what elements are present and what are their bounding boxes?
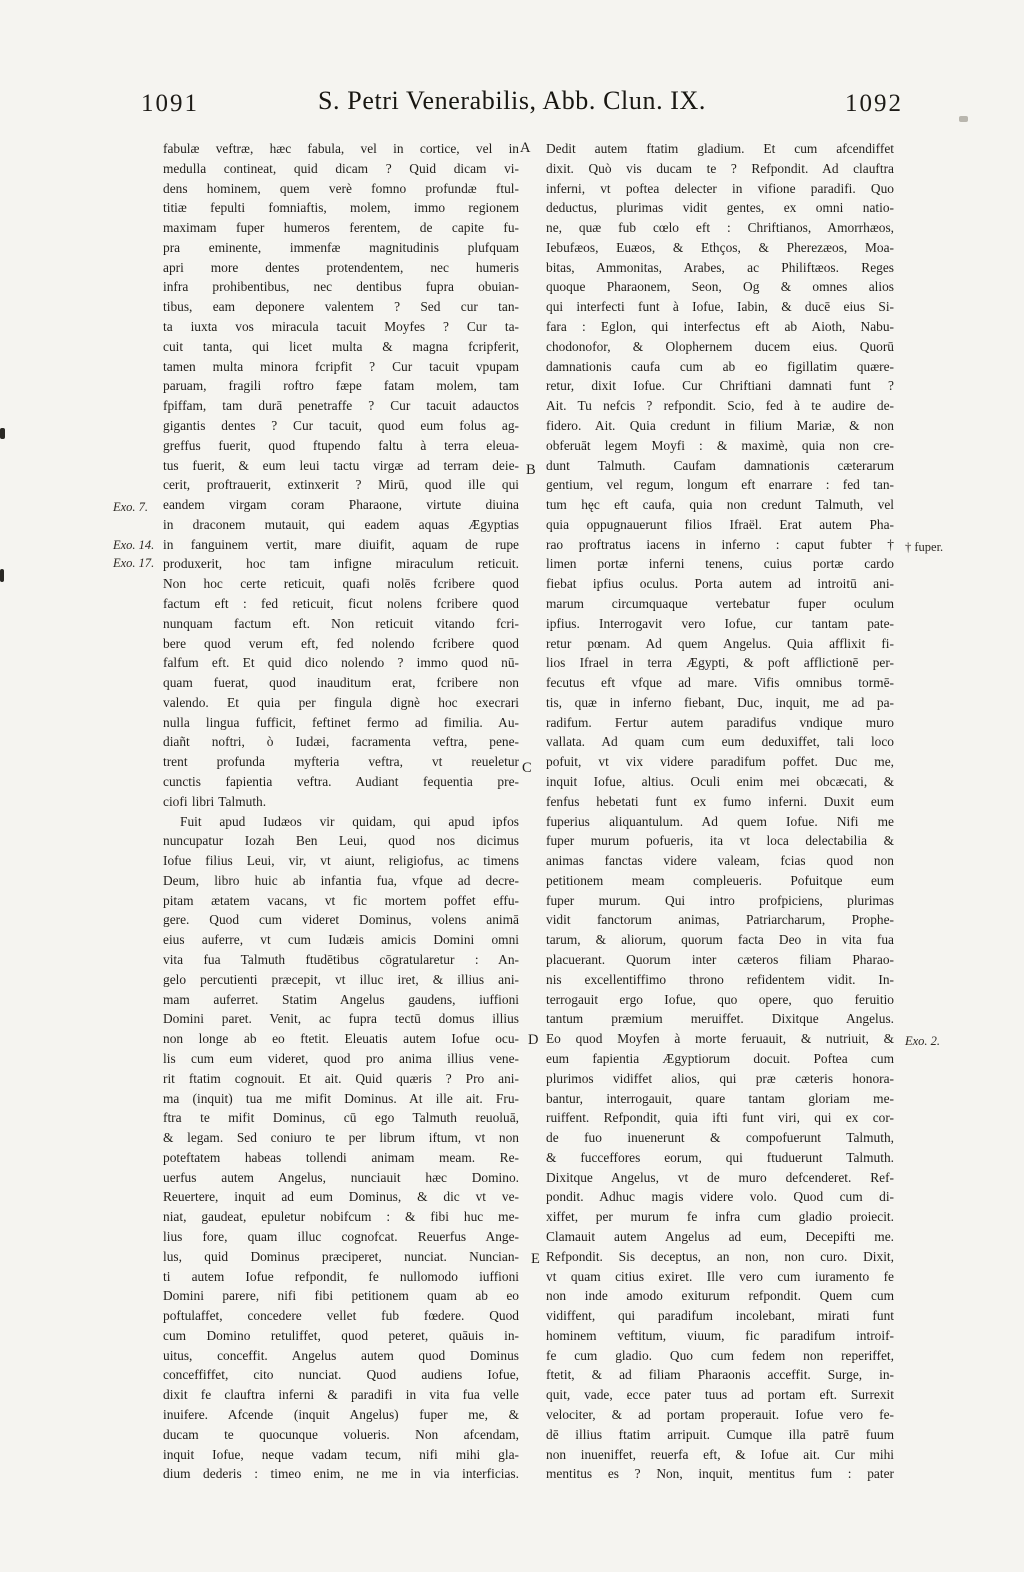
text-line: tis, quæ in inferno fiebant, Duc, inquit, me ad pa-	[546, 694, 894, 710]
text-line: quit, vade, ecce pater tuus ad portam eft. Surrexit	[546, 1387, 894, 1403]
text-line: maximam fuper humeros ferentem, de capite fu-	[163, 220, 519, 236]
text-line: radifum. Fertur autem paradifus vndique muro	[546, 714, 894, 730]
text-line: trent profunda myfteria veftra, vt reueletur	[163, 754, 519, 770]
text-line: vallata. Ad quam cum eum deduxiffet, tali loco	[546, 734, 894, 750]
text-line: animas fanctas videre valeam, fcias quod non	[546, 853, 894, 869]
scan-speck	[0, 569, 4, 582]
text-line: uitus, conceffit. Angelus autem quod Dominus	[163, 1347, 519, 1363]
text-line: dē illius ftatim arripuit. Cumque illa patrē fuum	[546, 1426, 894, 1442]
text-line: Domini paret. Venit, ac fupra tectū domus illius	[163, 1011, 519, 1027]
text-line: placuerant. Quorum inter cæteros filiam Pharao-	[546, 952, 894, 968]
text-line: tamen multa minora fcripfit ? Cur tacuit vpupam	[163, 358, 519, 374]
text-line: titiæ fepulti fomniaftis, molem, immo regionem	[163, 200, 519, 216]
text-line: fecutus eft vfque ad mare. Vifis omnibus tormē-	[546, 675, 894, 691]
text-line: gentium, vel regum, longum eft enarrare : fed tan-	[546, 477, 894, 493]
text-line: Domini parere, nifi fibi petitionem quam ab eo	[163, 1288, 519, 1304]
text-line: dixit. Quò vis ducam te ? Refpondit. Ad clauftra	[546, 160, 894, 176]
text-line: rit ftatim cognouit. Et ait. Quid quæris ? Pro ani-	[163, 1070, 519, 1086]
text-line: plurimos vidiffet alios, qui præ cæteris honora-	[546, 1070, 894, 1086]
text-line: & fucceffores eorum, qui ftuduerunt Talmuth.	[546, 1149, 894, 1165]
text-line: vidiffent, qui paradifum incolebant, mirati funt	[546, 1308, 894, 1324]
page-title: S. Petri Venerabilis, Abb. Clun. IX.	[318, 86, 706, 115]
text-line: dunt Talmuth. Caufam damnationis cæterarum	[546, 457, 894, 473]
text-line: eius auferre, vt cum Iudæis amicis Domini omni	[163, 932, 519, 948]
text-line: ma (inquit) tua me mifit Dominus. At ille ait. Fru-	[163, 1090, 519, 1106]
text-line: valendo. Et quia per fingula dignè hoc execrari	[163, 694, 519, 710]
text-line: in draconem mutauit, qui eadem aquas Ægyptias	[163, 516, 519, 532]
text-line: xiffet, per murum fe infra cum gladio proiecit.	[546, 1209, 894, 1225]
margin-note-dagger-fuper: † fuper.	[905, 540, 944, 554]
margin-note-exo-14: Exo. 14.	[113, 538, 155, 552]
text-line: mentitus es ? Non, inquit, mentitus fum : pater	[546, 1466, 894, 1482]
text-line: diañt noftri, ò Iudæi, facramenta veftra, pene-	[163, 734, 519, 750]
section-letter-e: E	[531, 1251, 540, 1267]
text-line: uerfus autem Angelus, nunciauit hæc Domino.	[163, 1169, 519, 1185]
text-line: gere. Quod cum videret Dominus, volens animā	[163, 912, 519, 928]
text-line: ipfius. Interrogavit vero Iofue, cur tantam pate-	[546, 615, 894, 631]
text-line: ruiffent. Refpondit, quia ifti funt viri, qui ex cor-	[546, 1110, 894, 1126]
text-line: inferni, vt poftea delecter in vifione paradifi. Quo	[546, 180, 894, 196]
text-line: vidit fanctorum animas, Patriarcharum, Prophe-	[546, 912, 894, 928]
text-line: quia oppugnauerunt filios Ifraël. Erat autem Pha-	[546, 516, 894, 532]
section-letter-b: B	[526, 462, 536, 478]
margin-note-exo-2: Exo. 2.	[905, 1034, 941, 1048]
text-line: vita fua Talmuth ftudētibus cōgratularetur : An-	[163, 952, 519, 968]
text-line: non inueniffet, reuerfa eft, & Iofue ait. Cur mihi	[546, 1446, 894, 1462]
text-line: rao proftratus iacens in inferno : caput fubter †	[546, 536, 894, 552]
text-line: ne, quæ fub cœlo eft : Chriftianos, Amorrhæos,	[546, 220, 894, 236]
text-line: poteftatem habeas tollendi animam meam. Re-	[163, 1149, 519, 1165]
text-line: tus fuerit, & eum leui tactu virgæ ad terram deie-	[163, 457, 519, 473]
text-column-1091	[163, 139, 519, 1484]
text-line: terrogauit ergo Iofue, quo opere, quo feruitio	[546, 991, 894, 1007]
text-line: non longe ab eo ftetit. Eleuatis autem Iofue ocu-	[163, 1031, 519, 1047]
text-line: de fuo inuenerunt & compofuerunt Talmuth,	[546, 1130, 894, 1146]
text-line: fara : Eglon, qui interfectus eft ab Aioth, Nabu-	[546, 319, 894, 335]
text-line: vt quam citius exiret. Ille vero cum iuramento fe	[546, 1268, 894, 1284]
text-line: fenfus hebetati funt ex fumo inferni. Duxit eum	[546, 793, 894, 809]
text-line: in fanguinem vertit, mare diuifit, aquam de rupe	[163, 536, 519, 552]
margin-note-exo-7: Exo. 7.	[113, 500, 149, 514]
text-line: fuperius aliquantulum. Ad quem Iofue. Nifi me	[546, 813, 894, 829]
text-line: damnationis caufa cum ab eo figillatim quære-	[546, 358, 894, 374]
text-line: pra eminente, immenfæ magnitudinis plufquam	[163, 239, 519, 255]
text-line: eum fapientia Ægyptiorum docuit. Poftea cum	[546, 1050, 894, 1066]
text-line: falfum eft. Et quid dico nolendo ? immo quod nū-	[163, 655, 519, 671]
text-line: hominem veftitum, viuum, fic paradifum introif-	[546, 1327, 894, 1343]
text-line: greffus fuerit, quod ftupendo faltu à terra eleua-	[163, 437, 519, 453]
text-line: obferuāt legem Moyfi : & maximè, quia non cre-	[546, 437, 894, 453]
text-line: cum Domino retuliffet, quod peteret, quāuis in-	[163, 1327, 519, 1343]
text-line: nulla lingua fufficit, feftinet fermo ad fimilia. Au-	[163, 714, 519, 730]
text-line: ciofi libri Talmuth.	[163, 793, 267, 809]
text-line: fidero. Ait. Quia credunt in filium Mariæ, & non	[546, 417, 894, 433]
text-line: lius fore, quam illuc cognofcat. Reuerfus Ange-	[163, 1228, 519, 1244]
text-line: marum circumquaque vertebatur fuper oculum	[546, 595, 894, 611]
text-line: Non hoc certe reticuit, quafi nolēs fcribere quod	[163, 576, 519, 592]
text-line: poftulaffet, concedere vellet fub fœdere. Quod	[163, 1308, 519, 1324]
text-line: bitas, Ammonitas, Arabes, ac Philiftæos. Reges	[546, 259, 894, 275]
text-line: fe cum gladio. Quo cum fedem non reperiffet,	[546, 1347, 894, 1363]
scan-speck	[959, 116, 968, 122]
text-line: Deum, libro huic ab infantia fua, vfque ad decre-	[163, 872, 519, 888]
text-line: nis excellentiffimo throno refidentem vidit. In-	[546, 971, 894, 987]
text-line: gelo percutienti præcepit, vt illuc iret, & illius ani-	[163, 971, 519, 987]
text-line: apri more dentes protendentem, nec humeris	[163, 259, 519, 275]
text-line: dens hominem, quem verè fomno profundæ ftul-	[163, 180, 519, 196]
text-line: pondit. Adhuc magis videre volo. Quod cum di-	[546, 1189, 894, 1205]
text-line: retur pœnam. Ad quem Angelus. Quia afflixit fi-	[546, 635, 894, 651]
text-line: eandem virgam coram Pharaone, virtute diuina	[163, 497, 519, 513]
text-line: quam fuerat, quod inauditum erat, fcribere non	[163, 675, 519, 691]
text-line: dium dederis : timeo enim, ne me in via interficias.	[163, 1466, 519, 1482]
text-line: Refpondit. Sis deceptus, an non, non curo. Dixit,	[546, 1248, 894, 1264]
text-line: bere quod verum eft, fed nolendo fcribere quod	[163, 635, 519, 651]
column-number-left: 1091	[141, 90, 199, 117]
text-line: pitam ætatem vacans, vt fic mortem poffet effu-	[163, 892, 519, 908]
text-line: inquit Iofue, neque vadam tecum, nifi mihi gla-	[163, 1446, 519, 1462]
text-line: inquit Iofue, altius. Oculi enim mei obcæcati, &	[546, 774, 894, 789]
margin-note-exo-17: Exo. 17.	[113, 556, 155, 570]
text-line: infra prohibentibus, nec dentibus fupra obuian-	[163, 279, 519, 295]
text-line: cuit tanta, qui licet multa & magna fcripferit,	[163, 338, 519, 354]
text-line: Dixitque Angelus, vt de muro defcenderet. Ref-	[546, 1169, 894, 1185]
text-line: inuifere. Afcende (inquit Angelus) fuper me, &	[163, 1407, 519, 1422]
text-line: limen portæ inferni tenens, cuius portæ cardo	[546, 556, 894, 572]
text-line: tum hęc eft caufa, quia non credunt Talmuth, vel	[546, 497, 894, 513]
text-line: lus, quid Dominus præciperet, nunciat. Nuncian-	[163, 1248, 519, 1264]
text-line: Dedit autem ftatim gladium. Et cum afcendiffet	[546, 141, 894, 156]
text-line: niat, gaudeat, epuletur nobifcum : & fibi huc me-	[163, 1209, 519, 1225]
text-line: fpiffam, tam durā penetraffe ? Cur tacuit adauctos	[163, 398, 519, 414]
text-line: ftetit, & ad filiam Pharaonis acceffit. Surge, in-	[546, 1367, 894, 1383]
text-line: non inde amodo exiturum refpondit. Quem cum	[546, 1288, 894, 1304]
section-letter-c: C	[522, 760, 532, 776]
text-line: conceffiffet, cito nunciat. Quod audiens Iofue,	[163, 1367, 519, 1383]
text-line: Iofue filius Leui, vir, vt aiunt, religiofus, ac timens	[163, 853, 519, 869]
text-line: tantum præmium meruiffet. Dixitque Angelus.	[546, 1011, 894, 1027]
section-letter-d: D	[528, 1032, 539, 1048]
text-line: petitionem meam compleueris. Pofuitque eum	[546, 872, 894, 888]
section-letter-a: A	[520, 140, 531, 156]
text-line: Ait. Tu nefcis ? refpondit. Scio, fed à te audire de-	[546, 398, 894, 414]
text-line: retur, dixit Iofue. Cur Chriftiani damnati funt ?	[546, 378, 894, 394]
text-line: bantur, interrogauit, quare tantam gloriam me-	[546, 1090, 894, 1106]
text-line: nunquam factum eft. Non reticuit vitando fcri-	[163, 615, 519, 631]
text-line: ftra te mifit Dominus, cū ego Talmuth reuoluā,	[163, 1110, 519, 1126]
text-line: cunctis fapientia veftra. Audiant fequentia pre-	[163, 774, 519, 789]
text-line: velociter, & ad portam properauit. Iofue vero fe-	[546, 1407, 894, 1422]
text-line: mam auferret. Statim Angelus gaudens, iuffioni	[163, 991, 519, 1007]
column-number-right: 1092	[845, 90, 903, 117]
text-line: ti autem Iofue refpondit, fe nullomodo iuffioni	[163, 1268, 519, 1284]
text-line: factum eft : fed reticuit, ficut nolens fcribere quod	[163, 595, 519, 611]
text-line: fuper murum. Qui intro profpiciens, plurimas	[546, 892, 894, 908]
text-line: tarum, & aliorum, quorum facta Deo in vita fua	[546, 932, 894, 948]
text-line: deductus, plurimas vidit gentes, ex omni natio-	[546, 200, 894, 216]
text-line: fiebat ipfius oculus. Porta autem ad introitū ani-	[546, 576, 894, 592]
text-line: tibus, eam deponere valentem ? Sed cur tan-	[163, 299, 519, 315]
text-line: lis cum eum videret, quod pro anima illius vene-	[163, 1050, 519, 1066]
text-line: gigantis dentes ? Cur tacuit, quod eum folus ag-	[163, 417, 519, 433]
text-line: medulla contineat, quid dicam ? Quid dicam vi-	[163, 160, 519, 176]
text-line: fabulæ veftræ, hæc fabula, vel in cortice, vel in	[163, 141, 519, 156]
text-line: paruam, fragili roftro fæpe fatam molem, tam	[163, 378, 519, 394]
text-line: pofuit, vt vix videre paradifum poffet. Duc me,	[546, 754, 894, 770]
text-line: chodonofor, & Olophernem ducem eius. Quorū	[546, 338, 894, 354]
text-line: Fuit apud Iudæos vir quidam, qui apud ipfos	[180, 813, 519, 829]
text-line: Reuertere, inquit ad eum Dominus, & dic vt ve-	[163, 1189, 519, 1205]
scan-speck	[0, 428, 5, 439]
text-line: cerit, proftrauerit, extinxerit ? Mirū, quod ille qui	[163, 477, 519, 493]
text-line: & legam. Sed coniuro te per librum iftum, vt non	[163, 1130, 519, 1146]
text-line: dixit fe clauftra inferni & paradifi in vita fua velle	[163, 1387, 519, 1403]
text-line: nuncupatur Iozah Ben Leui, quod nos dicimus	[163, 833, 519, 849]
text-line: fuper murum pofueris, ita vt loca delectabilia &	[546, 833, 894, 849]
text-line: produxerit, hoc tam infigne miraculum reticuit.	[163, 556, 519, 572]
text-line: qui interfecti funt à Iofue, Iabin, & ducē eius Si-	[546, 299, 894, 315]
text-line: ta iuxta vos miracula tacuit Moyfes ? Cur ta-	[163, 319, 519, 335]
text-line: ducam te quocunque volueris. Non afcendam,	[163, 1426, 519, 1442]
text-line: Iebufæos, Euæos, & Ethços, & Pherezæos, Moa-	[546, 239, 894, 255]
text-line: Eo quod Moyfen à morte feruauit, & nutriuit, &	[546, 1031, 894, 1047]
text-line: lios Ifrael in terra Ægypti, & poft afflictionē per-	[546, 655, 894, 671]
text-line: quoque Pharaonem, Seon, Og & omnes alios	[546, 279, 894, 295]
text-column-1092	[546, 139, 894, 1484]
text-line: Clamauit autem Angelus ad eum, Decepifti me.	[546, 1228, 894, 1244]
